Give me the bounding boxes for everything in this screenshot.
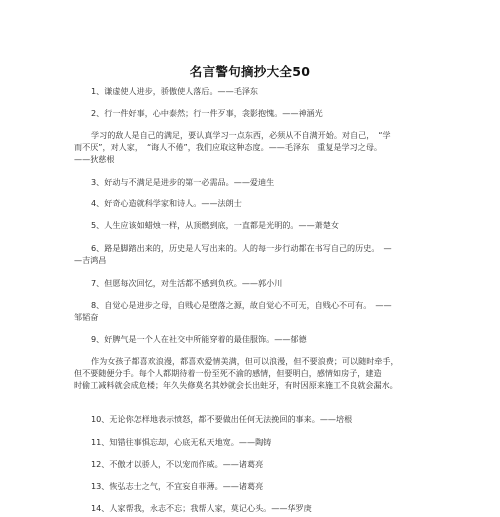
- text-line: 13、恢弘志士之气，不宜妄自菲薄。——诸葛亮: [91, 481, 264, 491]
- text-line: 10、无论你怎样地表示愤怒，都不要做出任何无法挽回的事来。——培根: [91, 414, 353, 424]
- text-line: 11、知错往事惧忘却，心底无私天地宽。——陶铸: [91, 437, 272, 447]
- text-line: 作为女孩子都喜欢浪漫，都喜欢爱情美满，但可以浪漫，但不要浪费；可以随时牵手，: [91, 356, 399, 366]
- text-line: —吉鸿昌: [74, 255, 107, 265]
- text-line: 1、谦虚使人进步，骄傲使人落后。——毛泽东: [91, 86, 259, 96]
- text-line: 5、人生应该如蜡烛一样，从顶燃到底，一直都是光明的。——萧楚女: [91, 220, 339, 230]
- text-line: 12、不傲才以骄人，不以宠而作威。——诸葛亮: [91, 459, 264, 469]
- text-line: 4、好奇心造就科学家和诗人。——法朗士: [91, 198, 242, 208]
- text-line: 3、好动与不满足是进步的第一必需品。——爱迪生: [91, 177, 275, 187]
- text-line: 邹韬奋: [74, 312, 99, 322]
- text-line: 而不厌”，对人家， “诲人不倦”，我们应取这种态度。——毛泽东 重复是学习之母。: [74, 142, 383, 152]
- text-line: 8、自觉心是进步之母，自贱心是堕落之源，故自觉心不可无，自贱心不可有。 ——: [91, 300, 392, 310]
- text-line: 14、人家帮我，永志不忘；我帮人家，莫记心头。——华罗庚: [91, 503, 312, 513]
- text-line: 7、但愿每次回忆，对生活都不感到负疚。——郭小川: [91, 278, 283, 288]
- text-line: ——狄慈根: [74, 154, 115, 164]
- document-title: 名言警句摘抄大全50: [189, 64, 311, 79]
- text-line: 9、好脾气是一个人在社交中所能穿着的最佳服饰。——郁德: [91, 334, 307, 344]
- text-line: 2、行一件好事，心中泰然；行一件歹事，衾影抱愧。——神涵光: [91, 108, 323, 118]
- text-line: 6、路是脚踏出来的，历史是人写出来的。人的每一步行动都在书写自己的历史。 —: [91, 243, 392, 253]
- text-line: 时偷工减料就会成危楼；年久失修莫名其妙就会长出蛀牙，有时因原来施工不良就会漏水。: [74, 380, 398, 390]
- text-line: 学习的敌人是自己的满足，要认真学习一点东西，必须从不自满开始。对自己， “学: [91, 130, 391, 140]
- text-line: 但不要随便分手。每个人都期待着一份至死不渝的感情，但要明白，感情如房子，建造: [74, 368, 382, 378]
